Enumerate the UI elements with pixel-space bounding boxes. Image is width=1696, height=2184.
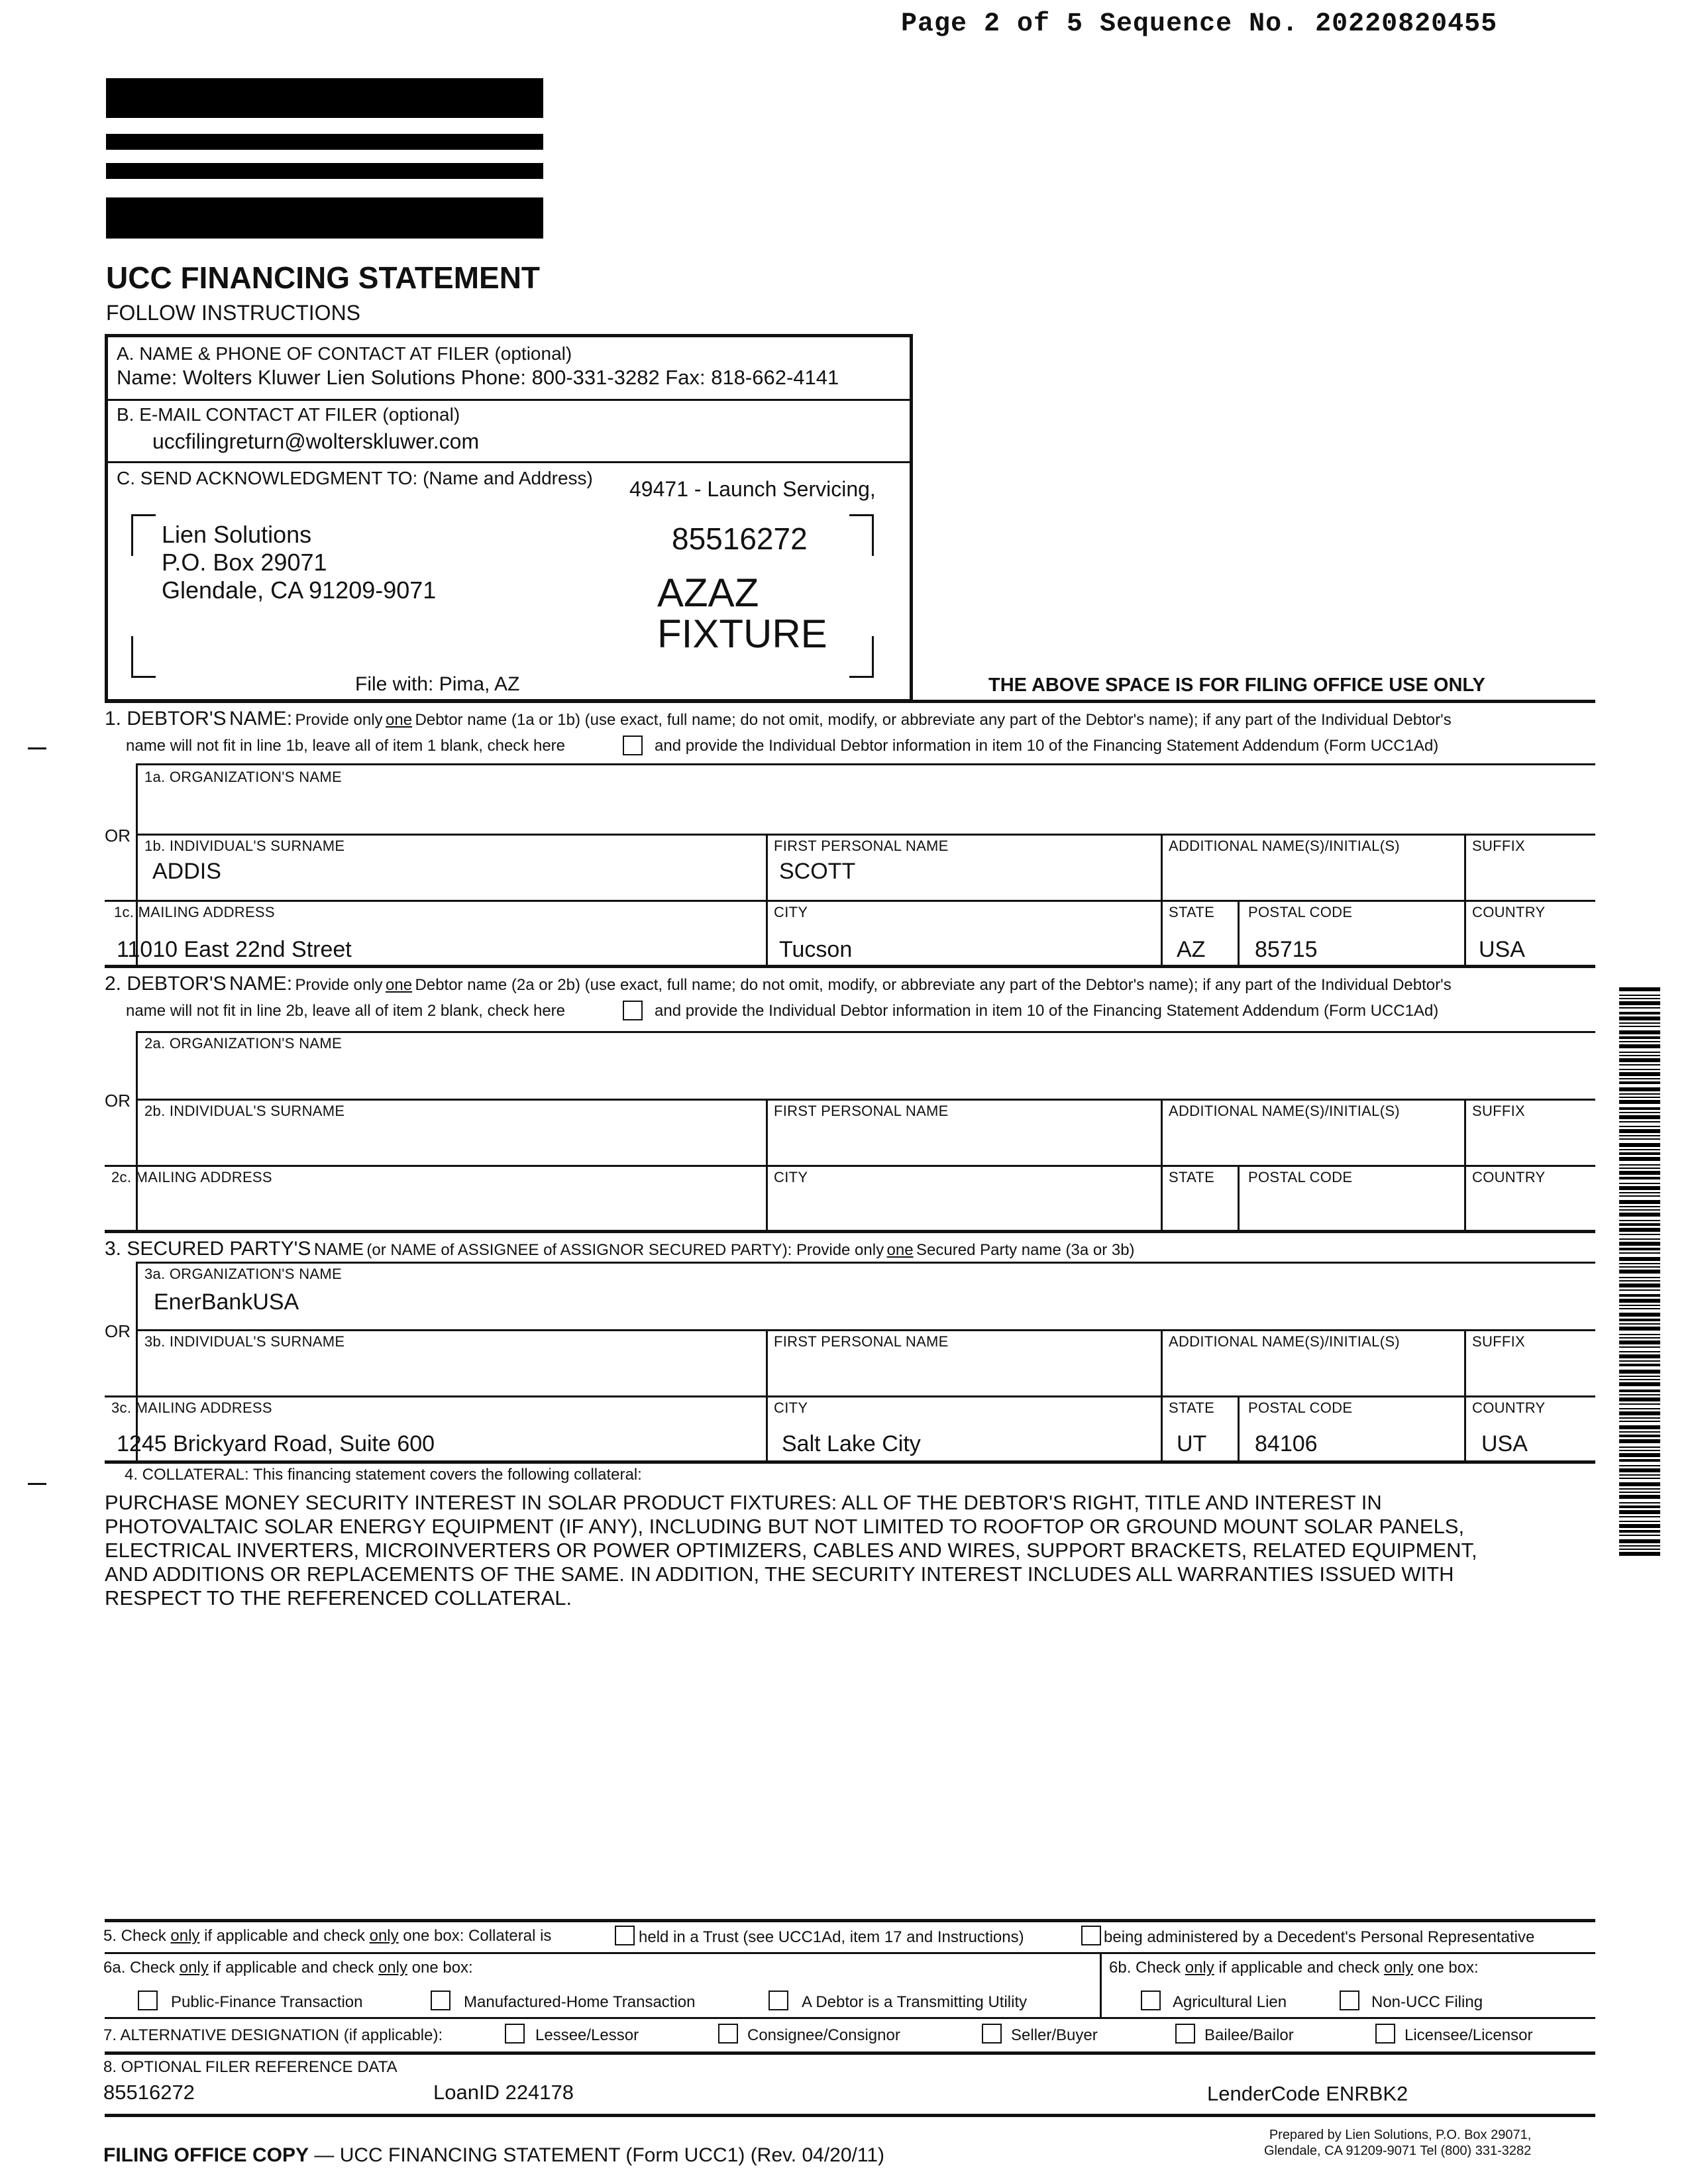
redaction-bar: [106, 197, 543, 239]
box-c-label: C. SEND ACKNOWLEDGMENT TO: (Name and Address): [117, 468, 593, 488]
barcode-stripe: [1619, 1382, 1660, 1386]
2b-label: 2b. INDIVIDUAL'S SURNAME: [144, 1103, 345, 1119]
barcode-stripe: [1619, 1195, 1660, 1197]
barcode-stripe: [1619, 1152, 1660, 1155]
barcode-stripe: [1619, 1223, 1660, 1226]
barcode-stripe: [1619, 1107, 1660, 1110]
barcode-stripe: [1619, 1323, 1660, 1325]
barcode-stripe: [1619, 1238, 1660, 1240]
barcode-stripe: [1619, 1439, 1660, 1443]
barcode-stripe: [1619, 1360, 1660, 1362]
barcode-stripe: [1619, 1093, 1660, 1095]
suffix-label: SUFFIX: [1472, 1103, 1526, 1119]
section-6a-instructions: 6a. Check only if applicable and check only one box:: [103, 1959, 473, 1977]
barcode-stripe: [1619, 1121, 1660, 1122]
barcode-stripe: [1619, 1425, 1660, 1429]
barcode-stripe: [1619, 1041, 1660, 1042]
collateral-label: 4. COLLATERAL: This financing statement covers the following collateral:: [125, 1466, 642, 1484]
city-label: CITY: [774, 1399, 808, 1416]
barcode-stripe: [1619, 1516, 1660, 1517]
barcode-stripe: [1619, 1097, 1660, 1098]
bracket-bottom-right: [849, 636, 874, 678]
barcode-stripe: [1619, 1266, 1660, 1268]
filer-reference: 85516272: [103, 2081, 195, 2104]
manufactured-home-option: Manufactured-Home Transaction: [464, 1993, 696, 2011]
barcode-stripe: [1619, 1337, 1660, 1338]
barcode-stripe: [1619, 1081, 1660, 1084]
section-2-instructions: 2. DEBTOR'S NAME: Provide only one Debtor name (2a or 2b) (use exact, full name; do not omit, modify, or abbreviate any part of the Debtor's name); if any part of the Individual Debtor's: [105, 973, 1452, 995]
1c-country: USA: [1479, 937, 1525, 962]
barcode-stripe: [1619, 1364, 1660, 1366]
section-6b-instructions: 6b. Check only if applicable and check only one box:: [1109, 1959, 1479, 1977]
city-label: CITY: [774, 904, 808, 920]
section-1-instructions-2: name will not fit in line 1b, leave all of item 1 blank, check here: [126, 737, 566, 755]
bracket-top-right: [849, 514, 874, 556]
barcode-stripe: [1619, 1492, 1660, 1493]
barcode-stripe: [1619, 1447, 1660, 1448]
ack-address-3: Glendale, CA 91209-9071: [162, 576, 437, 604]
3a-organization: EnerBankUSA: [154, 1289, 299, 1315]
barcode-stripe: [1619, 1072, 1660, 1076]
box-b-value: uccfilingreturn@wolterskluwer.com: [152, 429, 480, 453]
barcode-stripe: [1619, 1036, 1660, 1039]
transmitting-utility-checkbox[interactable]: [768, 1991, 788, 2010]
barcode-stripe: [1619, 1213, 1660, 1217]
file-with: File with: Pima, AZ: [355, 673, 520, 695]
barcode-stripe: [1619, 1351, 1660, 1352]
barcode-stripe: [1619, 1327, 1660, 1331]
3c-state: UT: [1177, 1431, 1207, 1456]
barcode-stripe: [1619, 1524, 1660, 1528]
barcode-stripe: [1619, 1299, 1660, 1303]
redaction-bar: [106, 163, 543, 179]
form-subtitle: FOLLOW INSTRUCTIONS: [106, 301, 361, 325]
barcode-stripe: [1619, 1206, 1660, 1207]
lender-code: LenderCode ENRBK2: [1207, 2082, 1408, 2105]
barcode-stripe: [1619, 1143, 1660, 1147]
section-7-label: 7. ALTERNATIVE DESIGNATION (if applicable):: [103, 2026, 443, 2044]
barcode-stripe: [1619, 1129, 1660, 1133]
barcode-stripe: [1619, 1186, 1660, 1190]
ack-number: 85516272: [672, 521, 808, 556]
barcode-stripe: [1619, 1459, 1660, 1462]
barcode-stripe: [1619, 995, 1660, 996]
barcode-stripe: [1619, 1087, 1660, 1091]
barcode-stripe: [1619, 1340, 1660, 1344]
barcode-stripe: [1619, 1408, 1660, 1409]
barcode-stripe: [1619, 1055, 1660, 1056]
lessee-lessor-option: Lessee/Lessor: [535, 2026, 639, 2044]
barcode-image: [1616, 987, 1663, 1564]
country-label: COUNTRY: [1472, 1399, 1546, 1416]
1c-label: 1c. MAILING ADDRESS: [114, 904, 275, 920]
3c-mailing-address: 1245 Brickyard Road, Suite 600: [117, 1431, 435, 1456]
ack-code-1: AZAZ: [657, 571, 759, 615]
redaction-bar: [106, 78, 543, 118]
country-label: COUNTRY: [1472, 904, 1546, 920]
barcode-stripe: [1619, 1465, 1660, 1466]
barcode-stripe: [1619, 1450, 1660, 1451]
lessee-lessor-checkbox[interactable]: [505, 2024, 525, 2044]
3a-label: 3a. ORGANIZATION'S NAME: [144, 1266, 342, 1282]
non-ucc-filing-checkbox[interactable]: [1340, 1991, 1359, 2010]
1c-city: Tucson: [779, 937, 853, 962]
barcode-stripe: [1619, 1403, 1660, 1405]
barcode-stripe: [1619, 1482, 1660, 1486]
or-label: OR: [105, 1321, 131, 1341]
barcode-stripe: [1619, 1488, 1660, 1490]
addl-name-label: ADDITIONAL NAME(S)/INITIAL(S): [1169, 1333, 1400, 1350]
barcode-stripe: [1619, 1138, 1660, 1140]
barcode-stripe: [1619, 1030, 1660, 1034]
1b-first-name: SCOTT: [779, 859, 856, 884]
barcode-stripe: [1619, 1234, 1660, 1235]
section-5-instructions: 5. Check only if applicable and check only one box: Collateral is: [103, 1927, 552, 1945]
barcode-stripe: [1619, 1052, 1660, 1053]
barcode-stripe: [1619, 1495, 1660, 1499]
section-2-individual-checkbox[interactable]: [623, 1001, 643, 1020]
barcode-stripe: [1619, 1044, 1660, 1048]
barcode-stripe: [1619, 1289, 1660, 1291]
barcode-stripe: [1619, 1220, 1660, 1221]
agricultural-lien-option: Agricultural Lien: [1173, 1993, 1287, 2011]
barcode-stripe: [1619, 1535, 1660, 1536]
decedent-option: being administered by a Decedent's Personal Representative: [1104, 1928, 1535, 1946]
collateral-description: PURCHASE MONEY SECURITY INTEREST IN SOLAR PRODUCT FIXTURES: ALL OF THE DEBTOR'S RIGHT, TITLE AND INTEREST IN PHOTOVALTAIC SOLAR ENERGY EQUIPMENT (IF ANY), INCLUDING BUT NOT LIMITED TO ROOFTOP OR GROUND MOUNT SOLAR PANELS, ELECTRICAL INVERTERS, MICROINVERTERS OR POWER OPTIMIZERS, CABLES AND WIRES, SUPPORT BRACKETS, RELATED EQUIPMENT, AND ADDITIONS OR REPLACEMENTS OF THE SAME. IN ADDITION, THE SECURITY INTEREST INCLUDES ALL WARRANTIES ISSUED WITH RESPECT TO THE REFERENCED COLLATERAL.: [105, 1491, 1477, 1610]
bracket-top-left: [131, 514, 156, 556]
barcode-stripe: [1619, 1354, 1660, 1358]
barcode-stripe: [1619, 1530, 1660, 1533]
barcode-stripe: [1619, 1390, 1660, 1392]
or-label: OR: [105, 1091, 131, 1111]
licensee-licensor-checkbox[interactable]: [1375, 2024, 1395, 2044]
barcode-stripe: [1619, 1069, 1660, 1070]
section-1-instructions-3: and provide the Individual Debtor information in item 10 of the Financing Statement Addendum (Form UCC1Ad): [655, 737, 1439, 755]
barcode-stripe: [1619, 1177, 1660, 1179]
section-3-instructions: 3. SECURED PARTY'S NAME (or NAME of ASSIGNEE of ASSIGNOR SECURED PARTY): Provide only one Secured Party name (3a or 3b): [105, 1238, 1135, 1260]
barcode-stripe: [1619, 1064, 1660, 1065]
barcode-stripe: [1619, 1001, 1660, 1005]
consignee-consignor-checkbox[interactable]: [718, 2024, 738, 2044]
barcode-stripe: [1619, 1502, 1660, 1503]
redaction-bar: [106, 134, 543, 150]
or-label: OR: [105, 826, 131, 846]
section-1-instructions: 1. DEBTOR'S NAME: Provide only one Debtor name (1a or 1b) (use exact, full name; do not omit, modify, or abbreviate any part of the Debtor's name); if any part of the Individual Debtor's: [105, 708, 1452, 730]
consignee-consignor-option: Consignee/Consignor: [747, 2026, 900, 2044]
bailee-bailor-option: Bailee/Bailor: [1204, 2026, 1294, 2044]
decedent-checkbox[interactable]: [1081, 1926, 1101, 1945]
barcode-stripe: [1619, 1012, 1660, 1014]
barcode-stripe: [1619, 1280, 1660, 1282]
barcode-stripe: [1619, 1308, 1660, 1309]
public-finance-checkbox[interactable]: [138, 1991, 158, 2010]
barcode-stripe: [1619, 1549, 1660, 1550]
barcode-stripe: [1619, 1346, 1660, 1348]
postal-label: POSTAL CODE: [1248, 1399, 1353, 1416]
manufactured-home-checkbox[interactable]: [431, 1991, 450, 2010]
barcode-stripe: [1619, 1539, 1660, 1543]
3c-postal: 84106: [1255, 1431, 1318, 1456]
1a-label: 1a. ORGANIZATION'S NAME: [144, 769, 342, 785]
city-label: CITY: [774, 1169, 808, 1185]
barcode-stripe: [1619, 1397, 1660, 1401]
barcode-stripe: [1619, 1552, 1660, 1556]
3b-label: 3b. INDIVIDUAL'S SURNAME: [144, 1333, 345, 1350]
barcode-stripe: [1619, 1376, 1660, 1377]
section-8-label: 8. OPTIONAL FILER REFERENCE DATA: [103, 2058, 398, 2076]
barcode-stripe: [1619, 1417, 1660, 1419]
bailee-bailor-checkbox[interactable]: [1175, 2024, 1195, 2044]
barcode-stripe: [1619, 1453, 1660, 1457]
barcode-stripe: [1619, 1026, 1660, 1027]
barcode-stripe: [1619, 1431, 1660, 1433]
barcode-stripe: [1619, 1313, 1660, 1317]
1c-state: AZ: [1177, 937, 1206, 962]
2a-label: 2a. ORGANIZATION'S NAME: [144, 1035, 342, 1052]
seller-buyer-option: Seller/Buyer: [1011, 2026, 1098, 2044]
barcode-stripe: [1619, 1022, 1660, 1024]
box-a-value: Name: Wolters Kluwer Lien Solutions Phone: 800-331-3282 Fax: 818-662-4141: [117, 366, 839, 389]
public-finance-option: Public-Finance Transaction: [171, 1993, 363, 2011]
state-label: STATE: [1169, 904, 1215, 920]
barcode-stripe: [1619, 1294, 1660, 1297]
addl-name-label: ADDITIONAL NAME(S)/INITIAL(S): [1169, 1103, 1400, 1119]
suffix-label: SUFFIX: [1472, 1333, 1526, 1350]
barcode-stripe: [1619, 1283, 1660, 1287]
first-name-label: FIRST PERSONAL NAME: [774, 1103, 949, 1119]
barcode-stripe: [1619, 1058, 1660, 1062]
barcode-stripe: [1619, 1007, 1660, 1009]
barcode-stripe: [1619, 1171, 1660, 1175]
barcode-stripe: [1619, 998, 1660, 999]
transmitting-utility-option: A Debtor is a Transmitting Utility: [802, 1993, 1028, 2011]
licensee-licensor-option: Licensee/Licensor: [1404, 2026, 1533, 2044]
barcode-stripe: [1619, 1277, 1660, 1278]
barcode-stripe: [1619, 1228, 1660, 1232]
section-2-instructions-2: name will not fit in line 2b, leave all of item 2 blank, check here: [126, 1002, 566, 1020]
box-b-label: B. E-MAIL CONTACT AT FILER (optional): [117, 404, 460, 425]
2c-label: 2c. MAILING ADDRESS: [111, 1169, 272, 1185]
box-a-label: A. NAME & PHONE OF CONTACT AT FILER (optional): [117, 343, 572, 364]
1b-label: 1b. INDIVIDUAL'S SURNAME: [144, 838, 345, 854]
barcode-stripe: [1619, 1112, 1660, 1113]
form-title: UCC FINANCING STATEMENT: [106, 260, 541, 295]
ack-address-1: Lien Solutions: [162, 521, 312, 548]
loan-id: LoanID 224178: [433, 2081, 574, 2104]
prepared-by: Prepared by Lien Solutions, P.O. Box 29071, Glendale, CA 91209-9071 Tel (800) 331-3282: [1264, 2128, 1532, 2158]
barcode-stripe: [1619, 1510, 1660, 1514]
barcode-stripe: [1619, 987, 1660, 991]
page-sequence-header: Page 2 of 5 Sequence No. 20220820455: [901, 9, 1498, 39]
seller-buyer-checkbox[interactable]: [982, 2024, 1002, 2044]
barcode-stripe: [1619, 1474, 1660, 1476]
barcode-stripe: [1619, 1078, 1660, 1079]
3c-country: USA: [1481, 1431, 1528, 1456]
barcode-stripe: [1619, 1435, 1660, 1437]
state-label: STATE: [1169, 1169, 1215, 1185]
section-2-instructions-3: and provide the Individual Debtor information in item 10 of the Financing Statement Addendum (Form UCC1Ad): [655, 1002, 1439, 1020]
1c-mailing-address: 11010 East 22nd Street: [117, 937, 352, 962]
first-name-label: FIRST PERSONAL NAME: [774, 1333, 949, 1350]
barcode-stripe: [1619, 1252, 1660, 1254]
1c-postal: 85715: [1255, 937, 1318, 962]
barcode-stripe: [1619, 1305, 1660, 1306]
3c-city: Salt Lake City: [782, 1431, 921, 1456]
barcode-stripe: [1619, 1421, 1660, 1422]
barcode-stripe: [1619, 1200, 1660, 1204]
barcode-stripe: [1619, 1379, 1660, 1380]
barcode-stripe: [1619, 1242, 1660, 1246]
first-name-label: FIRST PERSONAL NAME: [774, 838, 949, 854]
barcode-stripe: [1619, 1319, 1660, 1321]
state-label: STATE: [1169, 1399, 1215, 1416]
barcode-stripe: [1619, 1411, 1660, 1415]
barcode-stripe: [1619, 1545, 1660, 1547]
postal-label: POSTAL CODE: [1248, 904, 1353, 920]
trust-option: held in a Trust (see UCC1Ad, item 17 and Instructions): [639, 1928, 1024, 1946]
barcode-stripe: [1619, 1468, 1660, 1472]
country-label: COUNTRY: [1472, 1169, 1546, 1185]
barcode-stripe: [1619, 1263, 1660, 1264]
barcode-stripe: [1619, 1505, 1660, 1508]
box-c-ref: 49471 - Launch Servicing,: [629, 477, 876, 501]
non-ucc-filing-option: Non-UCC Filing: [1371, 1993, 1483, 2011]
section-1-individual-checkbox[interactable]: [623, 736, 643, 755]
bracket-bottom-left: [131, 636, 156, 678]
barcode-stripe: [1619, 1157, 1660, 1161]
barcode-stripe: [1619, 1270, 1660, 1274]
barcode-stripe: [1619, 1115, 1660, 1119]
trust-checkbox[interactable]: [615, 1926, 635, 1945]
barcode-stripe: [1619, 1149, 1660, 1150]
barcode-stripe: [1619, 1164, 1660, 1166]
postal-label: POSTAL CODE: [1248, 1169, 1353, 1185]
3c-label: 3c. MAILING ADDRESS: [111, 1399, 272, 1416]
ack-address-2: P.O. Box 29071: [162, 549, 327, 576]
barcode-stripe: [1619, 1168, 1660, 1169]
suffix-label: SUFFIX: [1472, 838, 1526, 854]
barcode-stripe: [1619, 1135, 1660, 1136]
agricultural-lien-checkbox[interactable]: [1141, 1991, 1161, 2010]
barcode-stripe: [1619, 1334, 1660, 1335]
addl-name-label: ADDITIONAL NAME(S)/INITIAL(S): [1169, 838, 1400, 854]
filing-office-note: THE ABOVE SPACE IS FOR FILING OFFICE USE ONLY: [988, 675, 1485, 696]
barcode-stripe: [1619, 1257, 1660, 1261]
barcode-stripe: [1619, 1126, 1660, 1127]
barcode-stripe: [1619, 1521, 1660, 1522]
barcode-stripe: [1619, 1183, 1660, 1184]
barcode-stripe: [1619, 1370, 1660, 1374]
barcode-stripe: [1619, 1016, 1660, 1020]
ack-code-2: FIXTURE: [657, 612, 827, 656]
barcode-stripe: [1619, 1100, 1660, 1104]
barcode-stripe: [1619, 1248, 1660, 1250]
footer-form-id: FILING OFFICE COPY — UCC FINANCING STATEMENT (Form UCC1) (Rev. 04/20/11): [103, 2144, 885, 2166]
barcode-stripe: [1619, 1478, 1660, 1479]
barcode-stripe: [1619, 1192, 1660, 1193]
1b-surname: ADDIS: [152, 859, 221, 884]
barcode-stripe: [1619, 1209, 1660, 1211]
barcode-stripe: [1619, 1394, 1660, 1395]
